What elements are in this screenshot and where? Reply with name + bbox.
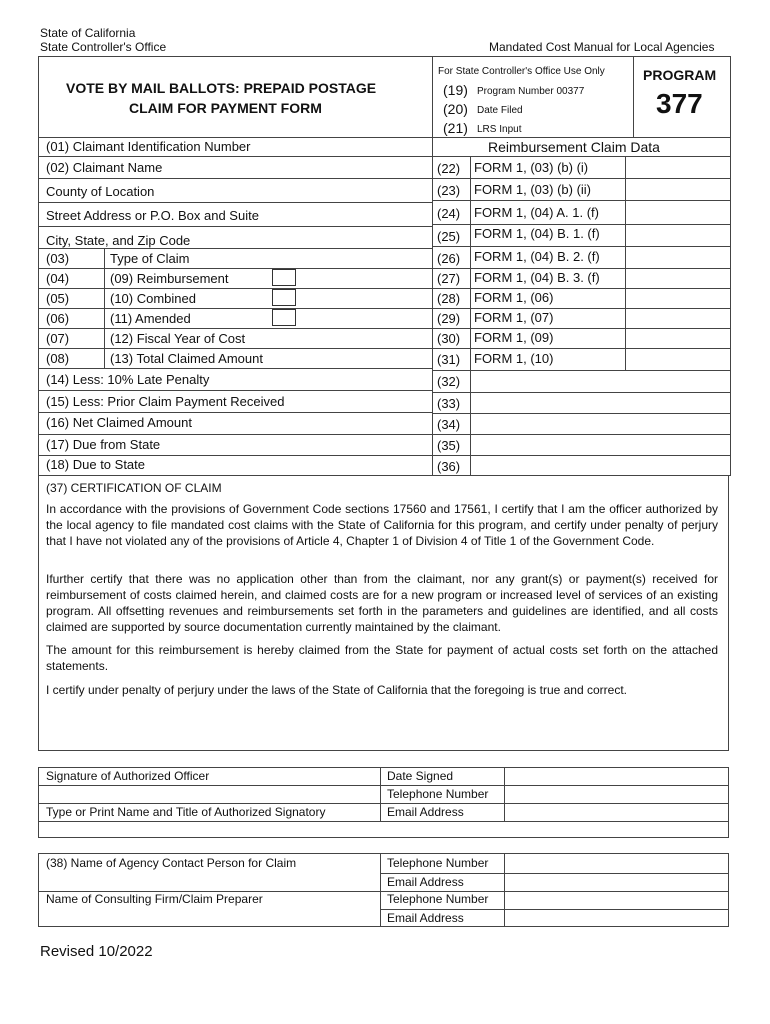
- date-signed-label: Date Signed: [387, 769, 454, 783]
- fiscal-year-label: (12) Fiscal Year of Cost: [110, 331, 246, 346]
- row-26-label: FORM 1, (04) B. 2. (f): [474, 249, 600, 264]
- date-signed-field[interactable]: [506, 768, 728, 784]
- county-label: County of Location: [46, 184, 155, 199]
- combined-checkbox[interactable]: [272, 289, 296, 306]
- certification-paragraph-3: The amount for this reimbursement is hereby claimed from the State for payment of actual costs set forth on the attached statements.: [46, 643, 718, 673]
- reimbursement-label: (09) Reimbursement: [110, 271, 229, 286]
- street-address-label: Street Address or P.O. Box and Suite: [46, 208, 259, 223]
- office-use-21-label: LRS Input: [477, 124, 522, 135]
- row-23-label: FORM 1, (03) (b) (ii): [474, 182, 591, 197]
- office-use-21-num: (21): [443, 120, 468, 136]
- form-title-line1: VOTE BY MAIL BALLOTS: PREPAID POSTAGE: [66, 80, 377, 96]
- certification-paragraph-4: I certify under penalty of perjury under the laws of the State of California that the foregoing is true and correct.: [46, 683, 627, 697]
- title-block: [38, 56, 731, 138]
- contact-email-field-1[interactable]: [506, 874, 728, 890]
- row-31-label: FORM 1, (10): [474, 351, 554, 366]
- contact-email-field-2[interactable]: [506, 910, 728, 926]
- signature-telephone-label: Telephone Number: [387, 787, 489, 801]
- contact-telephone-label-2: Telephone Number: [387, 892, 489, 906]
- row-25-num: (25): [437, 229, 461, 244]
- row-30-num: (30): [437, 331, 461, 346]
- office-use-heading: For State Controller's Office Use Only: [438, 66, 605, 77]
- reimbursement-heading: Reimbursement Claim Data: [488, 139, 660, 155]
- program-number: 377: [656, 88, 703, 119]
- office-use-19-num: (19): [443, 82, 468, 98]
- combined-label: (10) Combined: [110, 291, 196, 306]
- row-06-num: (06): [46, 311, 70, 326]
- program-label: PROGRAM: [643, 67, 717, 83]
- reimbursement-checkbox[interactable]: [272, 269, 296, 286]
- signature-telephone-field[interactable]: [506, 786, 728, 802]
- contact-email-label-1: Email Address: [387, 875, 464, 889]
- claimant-id-label: (01) Claimant Identification Number: [46, 139, 251, 154]
- row-27-label: FORM 1, (04) B. 3. (f): [474, 270, 600, 285]
- revision-date: Revised 10/2022: [40, 943, 153, 960]
- signature-officer-label: Signature of Authorized Officer: [46, 769, 210, 783]
- row-33-num: (33): [437, 396, 461, 411]
- row-25-label: FORM 1, (04) B. 1. (f): [474, 226, 600, 241]
- agency-contact-label: (38) Name of Agency Contact Person for Claim: [46, 856, 297, 870]
- certification-paragraph-2: Ifurther certify that there was no application other than from the claimant, nor any grant(s) or payment(s) received for reimbursement of costs claimed herein, and claimed costs are for a new program or increased level of services of an existing program. All offsetting revenues and reimbursements set forth in the parameters and guidelines are identified, and all costs claimed are supported by source documentation currently maintained by the claimant.: [46, 572, 718, 634]
- total-claimed-label: (13) Total Claimed Amount: [110, 351, 263, 366]
- row-36-num: (36): [437, 459, 461, 474]
- row-08-num: (08): [46, 351, 70, 366]
- row-31-num: (31): [437, 352, 461, 367]
- form-title-line2: CLAIM FOR PAYMENT FORM: [129, 100, 322, 116]
- due-from-state-label: (17) Due from State: [46, 437, 161, 452]
- row-28-label: FORM 1, (06): [474, 290, 554, 305]
- office-use-20-label: Date Filed: [477, 105, 523, 116]
- row-30-label: FORM 1, (09): [474, 330, 554, 345]
- row-34-num: (34): [437, 417, 461, 432]
- row-23-num: (23): [437, 183, 461, 198]
- row-05-num: (05): [46, 291, 70, 306]
- office-use-19-label: Program Number 00377: [477, 86, 585, 97]
- state-name: State of California: [40, 26, 136, 40]
- office-name: State Controller's Office: [40, 40, 167, 54]
- certification-heading: (37) CERTIFICATION OF CLAIM: [46, 481, 222, 495]
- print-name-label: Type or Print Name and Title of Authorized Signatory: [46, 805, 326, 819]
- contact-email-label-2: Email Address: [387, 911, 464, 925]
- row-29-label: FORM 1, (07): [474, 310, 554, 325]
- consulting-firm-label: Name of Consulting Firm/Claim Preparer: [46, 892, 263, 906]
- amended-checkbox[interactable]: [272, 309, 296, 326]
- contact-telephone-label-1: Telephone Number: [387, 856, 489, 870]
- row-26-num: (26): [437, 251, 461, 266]
- office-use-20-num: (20): [443, 101, 468, 117]
- certification-paragraph-1: In accordance with the provisions of Government Code sections 17560 and 17561, I certify that I am the officer authorized by the local agency to file mandated cost claims with the State of California for this program, and certify under penalty of perjury that I have not violated any of the provisions of Article 4, Chapter 1 of Division 4 of Title 1 of the Government Code.: [46, 502, 718, 548]
- net-claimed-label: (16) Net Claimed Amount: [46, 415, 192, 430]
- row-27-num: (27): [437, 271, 461, 286]
- city-state-zip-label: City, State, and Zip Code: [46, 233, 191, 248]
- row-03-num: (03): [46, 251, 70, 266]
- signature-email-label: Email Address: [387, 805, 464, 819]
- contact-telephone-field-2[interactable]: [506, 892, 728, 908]
- contact-telephone-field-1[interactable]: [506, 855, 728, 872]
- row-07-num: (07): [46, 331, 70, 346]
- due-to-state-label: (18) Due to State: [46, 457, 145, 472]
- row-04-num: (04): [46, 271, 70, 286]
- row-35-num: (35): [437, 438, 461, 453]
- amended-label: (11) Amended: [110, 311, 191, 326]
- type-of-claim-label: Type of Claim: [110, 251, 190, 266]
- row-28-num: (28): [437, 291, 461, 306]
- row-29-num: (29): [437, 311, 461, 326]
- row-32-num: (32): [437, 374, 461, 389]
- prior-payment-label: (15) Less: Prior Claim Payment Received: [46, 394, 285, 409]
- row-24-label: FORM 1, (04) A. 1. (f): [474, 205, 599, 220]
- late-penalty-label: (14) Less: 10% Late Penalty: [46, 372, 210, 387]
- row-24-num: (24): [437, 206, 461, 221]
- claimant-name-label: (02) Claimant Name: [46, 160, 163, 175]
- manual-title: Mandated Cost Manual for Local Agencies: [489, 40, 715, 54]
- row-22-num: (22): [437, 161, 461, 176]
- signature-email-field[interactable]: [506, 804, 728, 820]
- row-22-label: FORM 1, (03) (b) (i): [474, 160, 589, 175]
